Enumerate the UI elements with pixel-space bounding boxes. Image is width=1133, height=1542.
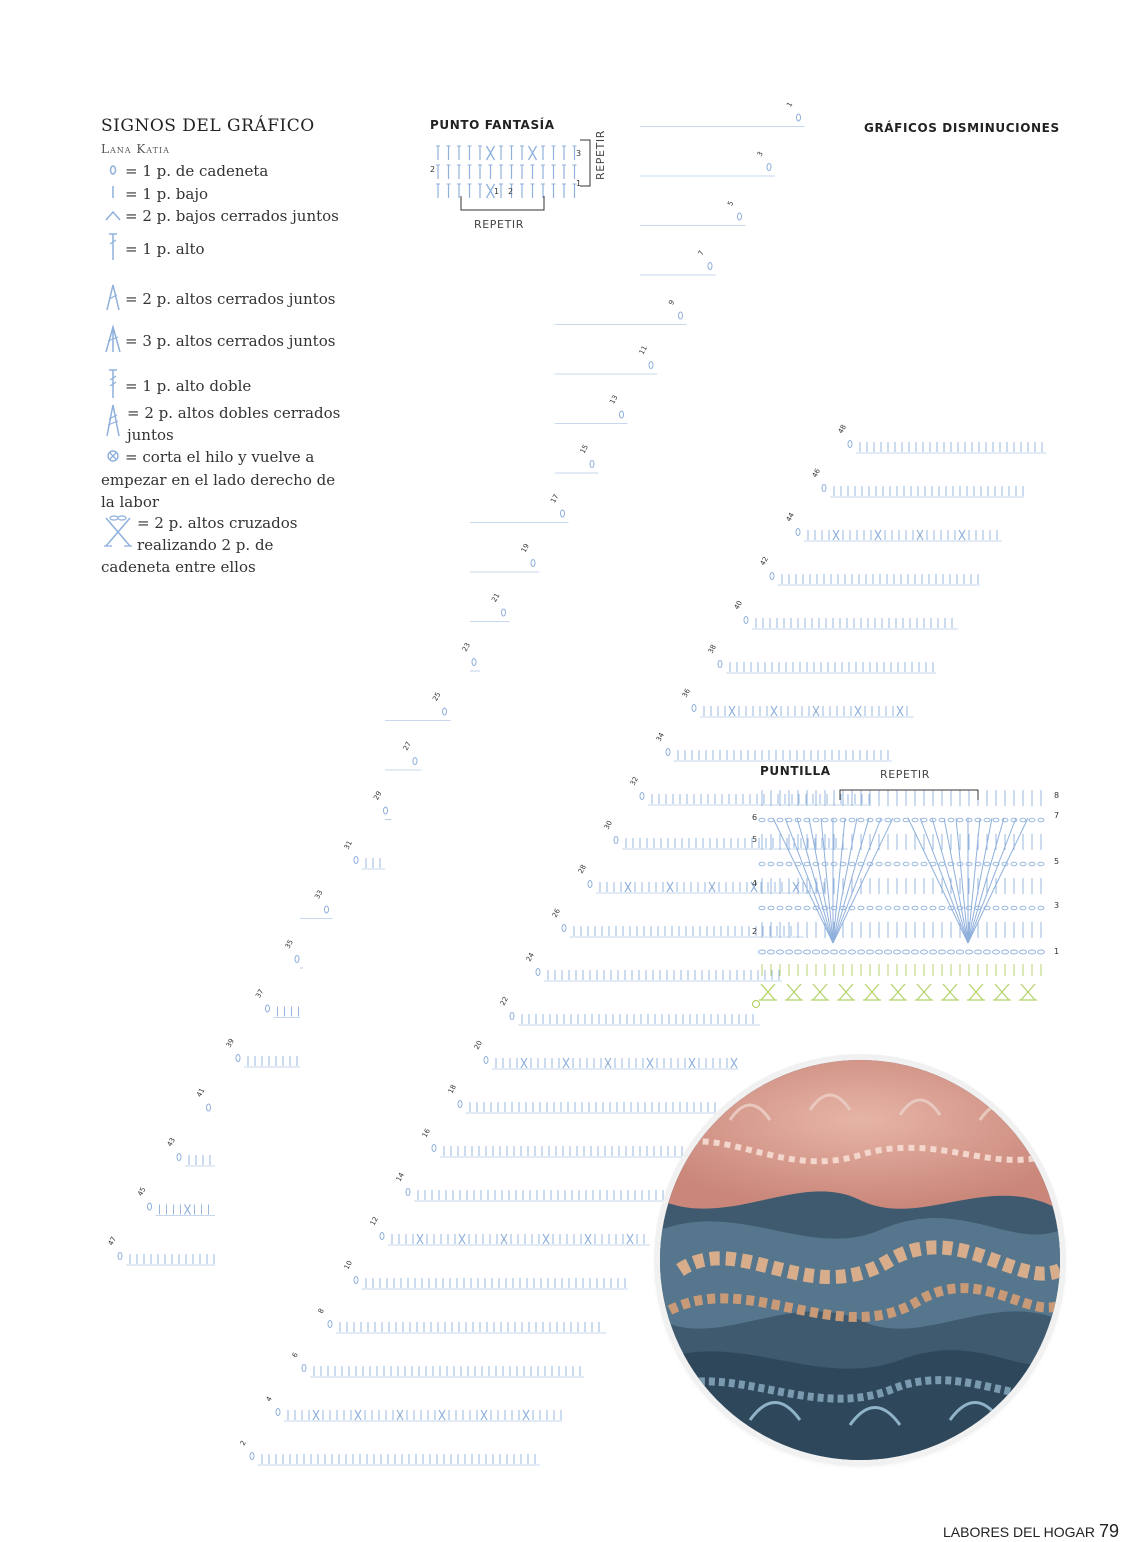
chart-row-number: 1 [785, 100, 795, 109]
chart-row-number: 37 [254, 987, 266, 1000]
chart-row [156, 1205, 216, 1216]
puntilla-row-label: 4 [752, 879, 758, 888]
chart-row [284, 1410, 562, 1421]
chart-row-number: 33 [313, 888, 325, 901]
chart-row [185, 1155, 215, 1166]
chart-row-number: 48 [836, 423, 848, 435]
crochet-sample-photo [660, 1060, 1060, 1460]
pf-row-label: 3 [576, 149, 582, 158]
chart-row-number: 43 [165, 1136, 177, 1148]
chart-row-number: 38 [706, 643, 718, 655]
chart-row-number: 4 [264, 1395, 274, 1403]
chart-row-number: 32 [628, 775, 640, 787]
chart-row-number: 21 [490, 591, 502, 604]
chart-row-number: 27 [401, 740, 413, 752]
legend-text: = 2 p. bajos cerrados juntos [125, 207, 339, 225]
legend-text: = 2 p. altos dobles cerrados juntos [127, 404, 341, 444]
chart-row-number: 31 [342, 839, 354, 851]
chart-row [244, 1056, 300, 1067]
chart-row [830, 486, 1024, 497]
chart-row [336, 1322, 606, 1333]
chart-row-number: 29 [372, 789, 384, 802]
chart-row [258, 1454, 540, 1465]
puntilla-row-label: 5 [752, 835, 758, 844]
chart-row [414, 1190, 672, 1201]
chart-row-number: 10 [342, 1259, 354, 1271]
legend-text: = 3 p. altos cerrados juntos [125, 332, 336, 350]
chart-row-number: 9 [667, 298, 677, 307]
chart-row-number: 13 [608, 393, 620, 406]
chart-row [518, 1014, 760, 1025]
chart-row-number: 39 [224, 1037, 236, 1049]
chart-row-number: 25 [431, 690, 443, 703]
puntilla-row-label: 2 [752, 927, 758, 936]
legend-text: = corta el hilo y vuelve a empezar en el lado derecho de la labor [101, 448, 336, 511]
chart-row [310, 1366, 584, 1377]
chart-row-number: 28 [576, 863, 588, 875]
punto-fantasia-repeat-vertical: REPETIR [594, 130, 607, 180]
legend-subtitle: Lana Katia [101, 142, 170, 156]
graficos-disminuciones-title: GRÁFICOS DISMINUCIONES [864, 121, 1060, 135]
chart-row-number: 14 [394, 1171, 406, 1183]
legend-text: = 1 p. alto [125, 240, 205, 258]
legend-text: = 1 p. alto doble [125, 377, 252, 395]
pf-row-label: 1 [576, 179, 582, 188]
chart-row [492, 1058, 738, 1069]
puntilla-row-label: 6 [752, 813, 758, 822]
chart-row [700, 706, 914, 717]
chart-row-number: 8 [316, 1307, 326, 1315]
chart-row-number: 6 [290, 1351, 300, 1359]
chart-row-number: 7 [696, 249, 706, 257]
chart-row [440, 1146, 694, 1157]
chart-row-number: 41 [195, 1086, 207, 1099]
chart-row-number: 44 [784, 511, 796, 523]
legend-text: = 1 p. bajo [125, 185, 209, 203]
chart-row-number: 18 [446, 1083, 458, 1095]
chart-row [726, 662, 936, 673]
chart-row-number: 12 [368, 1215, 380, 1227]
chart-row-number: 46 [810, 467, 822, 479]
pf-stitch-label: 1 [494, 187, 500, 196]
puntilla-row-label: 8 [1054, 791, 1060, 800]
chart-row-number: 15 [578, 443, 590, 455]
chart-row-number: 42 [758, 555, 770, 567]
puntilla-title: PUNTILLA [760, 764, 831, 778]
chart-row [674, 750, 892, 761]
chart-row [804, 530, 1002, 541]
chart-row-number: 3 [755, 150, 765, 158]
chart-row-number: 26 [550, 907, 562, 919]
chart-row [544, 970, 782, 981]
chart-row-number: 40 [732, 599, 744, 611]
magazine-name: LABORES DEL HOGAR [943, 1524, 1095, 1540]
puntilla-chart [748, 778, 1068, 1018]
chart-row-number: 11 [637, 344, 649, 356]
chart-row-number: 24 [524, 951, 536, 963]
page-footer [943, 1521, 1119, 1542]
legend-text: = 2 p. altos cerrados juntos [125, 290, 336, 308]
chart-row-number: 19 [519, 542, 531, 554]
puntilla-row-label: 7 [1054, 811, 1060, 820]
punto-fantasia-repeat-label: REPETIR [474, 218, 524, 231]
page-number: 79 [1098, 1521, 1120, 1541]
legend-title: SIGNOS DEL GRÁFICO [101, 116, 315, 136]
chart-row-number: 45 [136, 1185, 148, 1198]
punto-fantasia-title: PUNTO FANTASÍA [430, 118, 555, 132]
legend-text: = 1 p. de cadeneta [125, 162, 269, 180]
chart-row [856, 442, 1046, 453]
chart-row-number: 34 [654, 731, 666, 743]
puntilla-row-label: 5 [1054, 857, 1060, 866]
chart-row-number: 35 [283, 938, 295, 950]
chart-row-number: 20 [472, 1039, 484, 1051]
chart-row-number: 30 [602, 819, 614, 831]
chart-row [752, 618, 958, 629]
chart-row-number: 36 [680, 687, 692, 699]
chart-row [362, 1278, 628, 1289]
chart-row [274, 1007, 301, 1018]
pf-row-label: 2 [430, 165, 436, 174]
pf-stitch-label: 2 [508, 187, 514, 196]
chart-row-number: 16 [420, 1127, 432, 1139]
puntilla-row-label: 3 [1054, 901, 1060, 910]
chart-row [466, 1102, 716, 1113]
chart-row-number: 22 [498, 995, 510, 1007]
chart-row [778, 574, 980, 585]
chart-row [362, 858, 385, 869]
chart-row [126, 1254, 215, 1265]
chart-row-number: 2 [238, 1439, 248, 1447]
legend-text: = 2 p. altos cruzados realizando 2 p. de cadeneta entre ellos [101, 514, 298, 576]
chart-row-number: 47 [106, 1235, 118, 1247]
chart-row [388, 1234, 650, 1245]
chart-row-number: 23 [460, 641, 472, 653]
puntilla-row-label: 1 [1054, 947, 1060, 956]
chart-row-number: 5 [726, 199, 736, 208]
puntilla-repeat-label: REPETIR [880, 768, 930, 781]
chart-row-number: 17 [549, 492, 561, 505]
